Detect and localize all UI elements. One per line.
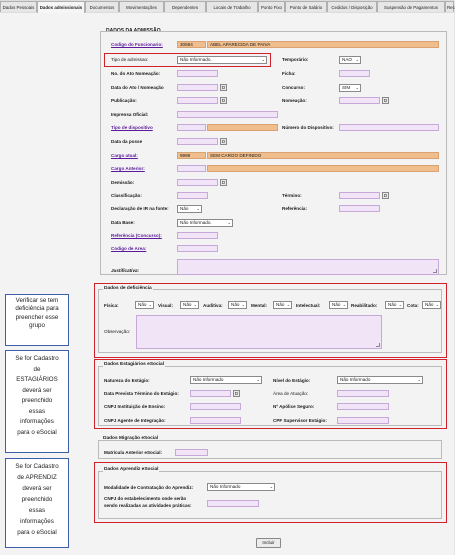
- cod-area-label[interactable]: Codigo de Area:: [111, 246, 147, 251]
- numero-dispositivo-input[interactable]: [339, 124, 439, 131]
- data-base-select[interactable]: Não Informado. ⌄: [177, 219, 233, 227]
- calendar-button[interactable]: D: [221, 139, 226, 144]
- visual-select[interactable]: Não ⌄: [180, 301, 199, 309]
- cota-label: Cota:: [407, 303, 419, 308]
- modalidade-label: Modalidade de Contratação do Aprendiz:: [104, 485, 194, 490]
- mental-label: Mental:: [251, 303, 268, 308]
- decl-ir-label: Declaração de IR na fonte:: [111, 206, 169, 211]
- tab-suspensao-pagamentos[interactable]: Suspensão de Pagamentos: [377, 1, 445, 12]
- data-termino-estagio-input[interactable]: [190, 390, 231, 397]
- chevron-down-icon: ⌄: [196, 206, 200, 211]
- cargo-anterior-label[interactable]: Cargo Anterior:: [111, 166, 145, 171]
- data-base-label: Data Base:: [111, 220, 135, 225]
- matricula-anterior-input[interactable]: [175, 449, 208, 456]
- tab-dados-pessoais[interactable]: Dados Pessoais: [0, 1, 37, 12]
- chevron-down-icon: ⌄: [241, 302, 245, 307]
- ficha-label: Ficha:: [282, 71, 296, 76]
- tipo-dispositivo-code[interactable]: [177, 124, 206, 131]
- termino-input[interactable]: [339, 192, 380, 199]
- demissao-input[interactable]: [177, 179, 218, 186]
- justificativa-textarea[interactable]: [177, 259, 439, 275]
- chevron-down-icon: ⌄: [256, 377, 260, 382]
- callout-estagiario: Se for Cadastro de ESTAGIÁRIOS deverá ser preenchido essas informações para o eSocial: [5, 350, 69, 453]
- cargo-anterior-desc[interactable]: [207, 165, 439, 172]
- section-title-deficiencia: Dados de deficiência: [104, 286, 152, 291]
- calendar-button[interactable]: D: [383, 98, 388, 103]
- concurso-select[interactable]: SIM ⌄: [339, 84, 361, 92]
- referencia-label: Referência:: [282, 206, 308, 211]
- chevron-down-icon: ⌄: [227, 220, 231, 225]
- chevron-down-icon: ⌄: [435, 302, 439, 307]
- callout-aprendiz: Se for Cadastro de APRENDIZ deverá ser preenchido essas informações para o eSocial: [5, 458, 69, 548]
- intelectual-label: Intelectual:: [296, 303, 321, 308]
- tipo-admissao-select[interactable]: Não Informado. ⌄: [177, 56, 267, 64]
- cpf-supervisor-label: CPF Supervisor Estágio:: [273, 418, 327, 423]
- tab-documentos[interactable]: Documentos: [85, 1, 119, 12]
- incluir-button[interactable]: Incluir: [256, 538, 281, 548]
- data-termino-estagio-label: Data Prevista Término do Estágio:: [104, 391, 179, 396]
- apolice-input[interactable]: [337, 403, 389, 410]
- numero-dispositivo-label: Número do Dispositivo:: [282, 125, 334, 130]
- intelectual-select[interactable]: Não ⌄: [329, 301, 348, 309]
- cargo-atual-label[interactable]: Cargo atual:: [111, 153, 138, 158]
- tab-movimentacoes[interactable]: Movimentações: [119, 1, 164, 12]
- cod-area-input[interactable]: [177, 245, 218, 252]
- observacao-textarea[interactable]: [136, 315, 382, 349]
- visual-label: Visual:: [158, 303, 173, 308]
- ficha-input[interactable]: [339, 70, 370, 77]
- publicacao-label: Publicação:: [111, 98, 137, 103]
- tipo-admissao-label: Tipo de admissao:: [111, 57, 149, 62]
- calendar-button[interactable]: D: [221, 98, 226, 103]
- no-ato-label: No. do Ato Nomeação:: [111, 71, 161, 76]
- cargo-desc-input[interactable]: SEM CARGO DEFINIDO: [207, 152, 439, 159]
- classificacao-input[interactable]: [177, 192, 208, 199]
- apolice-label: Nº Apólice Seguro:: [273, 404, 315, 409]
- concurso-label: Concurso:: [282, 85, 305, 90]
- cnpj-instituicao-input[interactable]: [190, 403, 241, 410]
- calendar-button[interactable]: D: [221, 180, 226, 185]
- ref-concurso-input[interactable]: [177, 232, 218, 239]
- nivel-estagio-select[interactable]: Não Informado ⌄: [337, 376, 423, 384]
- matricula-anterior-label: Matrícula Anterior eSocial:: [104, 450, 163, 455]
- reabilitado-select[interactable]: Não ⌄: [385, 301, 404, 309]
- fisica-select[interactable]: Não ⌄: [135, 301, 154, 309]
- chevron-down-icon: ⌄: [148, 302, 152, 307]
- chevron-down-icon: ⌄: [286, 302, 290, 307]
- chevron-down-icon: ⌄: [417, 377, 421, 382]
- justificativa-label: Justificativa:: [111, 268, 140, 273]
- resize-grip-icon: [433, 269, 437, 273]
- resize-grip-icon: [376, 343, 380, 347]
- calendar-button[interactable]: D: [221, 85, 226, 90]
- section-title-migracao: Dados Migração eSocial: [103, 436, 159, 441]
- calendar-button[interactable]: D: [383, 193, 388, 198]
- demissao-label: Demissão:: [111, 180, 135, 185]
- modalidade-select[interactable]: Não Informado ⌄: [207, 483, 275, 491]
- tab-rec[interactable]: Rec: [445, 1, 454, 12]
- cnpj-estab-input[interactable]: [207, 500, 259, 507]
- tab-dados-admissionais[interactable]: Dados admissionais: [37, 1, 85, 13]
- cota-select[interactable]: Não ⌄: [422, 301, 441, 309]
- tab-locais-trabalho[interactable]: Locais de Trabalho: [206, 1, 258, 12]
- cnpj-agente-label: CNPJ Agente de Integração:: [104, 418, 166, 423]
- chevron-down-icon: ⌄: [261, 57, 265, 62]
- fisica-label: Física:: [104, 303, 119, 308]
- codigo-label[interactable]: Codigo do Funcionario:: [111, 42, 163, 47]
- natureza-estagio-select[interactable]: Não Informado ⌄: [190, 376, 262, 384]
- tipo-dispositivo-label[interactable]: Tipo de dispositivo: [111, 125, 153, 130]
- tab-ponto-fixo[interactable]: Ponto Fixo: [258, 1, 285, 12]
- reabilitado-label: Reabilitado:: [351, 303, 378, 308]
- auditiva-select[interactable]: Não ⌄: [228, 301, 247, 309]
- data-posse-label: Data da posse: [111, 139, 143, 144]
- temporario-label: Temporário:: [282, 57, 309, 62]
- chevron-down-icon: ⌄: [342, 302, 346, 307]
- imprensa-input[interactable]: [177, 111, 278, 118]
- tab-bar: [0, 0, 454, 14]
- nivel-estagio-label: Nível do Estágio:: [273, 378, 311, 383]
- observacao-label: Observação:: [104, 329, 131, 334]
- publicacao-input[interactable]: [177, 97, 218, 104]
- codigo-input[interactable]: 30594: [177, 41, 206, 48]
- cnpj-estab-label-1: CNPJ do estabelecimento onde serão: [104, 496, 187, 501]
- calendar-button[interactable]: D: [234, 391, 239, 396]
- chevron-down-icon: ⌄: [398, 302, 402, 307]
- temporario-select[interactable]: NAO ⌄: [339, 56, 361, 64]
- mental-select[interactable]: Não ⌄: [273, 301, 292, 309]
- nomeacao-label: Nomeação:: [282, 98, 307, 103]
- referencia-input[interactable]: [339, 205, 380, 212]
- termino-label: Término:: [282, 193, 302, 198]
- data-ato-label: Data do Ato / Nomeação: [111, 85, 164, 90]
- no-ato-input[interactable]: [177, 70, 218, 77]
- auditiva-label: Auditiva:: [203, 303, 223, 308]
- data-ato-input[interactable]: [177, 84, 218, 91]
- chevron-down-icon: ⌄: [269, 484, 273, 489]
- cnpj-estab-label-2: sendo realizadas as atividades práticas:: [104, 503, 192, 508]
- chevron-down-icon: ⌄: [355, 85, 359, 90]
- data-posse-input[interactable]: [177, 138, 218, 145]
- section-title-estagiario: Dados Estagiários eSocial: [104, 362, 164, 367]
- tipo-dispositivo-desc[interactable]: [207, 124, 278, 131]
- decl-ir-select[interactable]: Não ⌄: [177, 205, 202, 213]
- cnpj-agente-input[interactable]: [190, 417, 241, 424]
- nomeacao-input[interactable]: [339, 97, 380, 104]
- tab-ponto-salario[interactable]: Ponto de Salário: [285, 1, 327, 12]
- tab-cedidos-disposicao[interactable]: Cedidos / Disposição: [327, 1, 377, 12]
- area-atuacao-input[interactable]: [337, 390, 389, 397]
- cnpj-instituicao-label: CNPJ Instituição de Ensino:: [104, 404, 166, 409]
- ref-concurso-label[interactable]: Referência (Concurso):: [111, 233, 162, 238]
- cpf-supervisor-input[interactable]: [337, 417, 389, 424]
- cargo-code-input[interactable]: 9999: [177, 152, 206, 159]
- section-title-admissao: DADOS DA ADMISSÃO: [106, 28, 161, 34]
- nome-input[interactable]: ABEL APARECIDA DE PAIVA: [207, 41, 439, 48]
- area-atuacao-label: Área de Atuação:: [273, 391, 309, 396]
- tab-dependentes[interactable]: Dependentes: [164, 1, 206, 12]
- natureza-estagio-label: Natureza do Estágio:: [104, 378, 150, 383]
- imprensa-label: Imprensa Oficial:: [111, 112, 149, 117]
- classificacao-label: Classificação:: [111, 193, 142, 198]
- chevron-down-icon: ⌄: [355, 57, 359, 62]
- cargo-anterior-code[interactable]: [177, 165, 206, 172]
- callout-deficiencia: Verificar se tem deficiência para preencher esse grupo: [5, 294, 69, 346]
- chevron-down-icon: ⌄: [193, 302, 197, 307]
- section-title-aprendiz: Dados Aprendiz eSocial: [104, 467, 159, 472]
